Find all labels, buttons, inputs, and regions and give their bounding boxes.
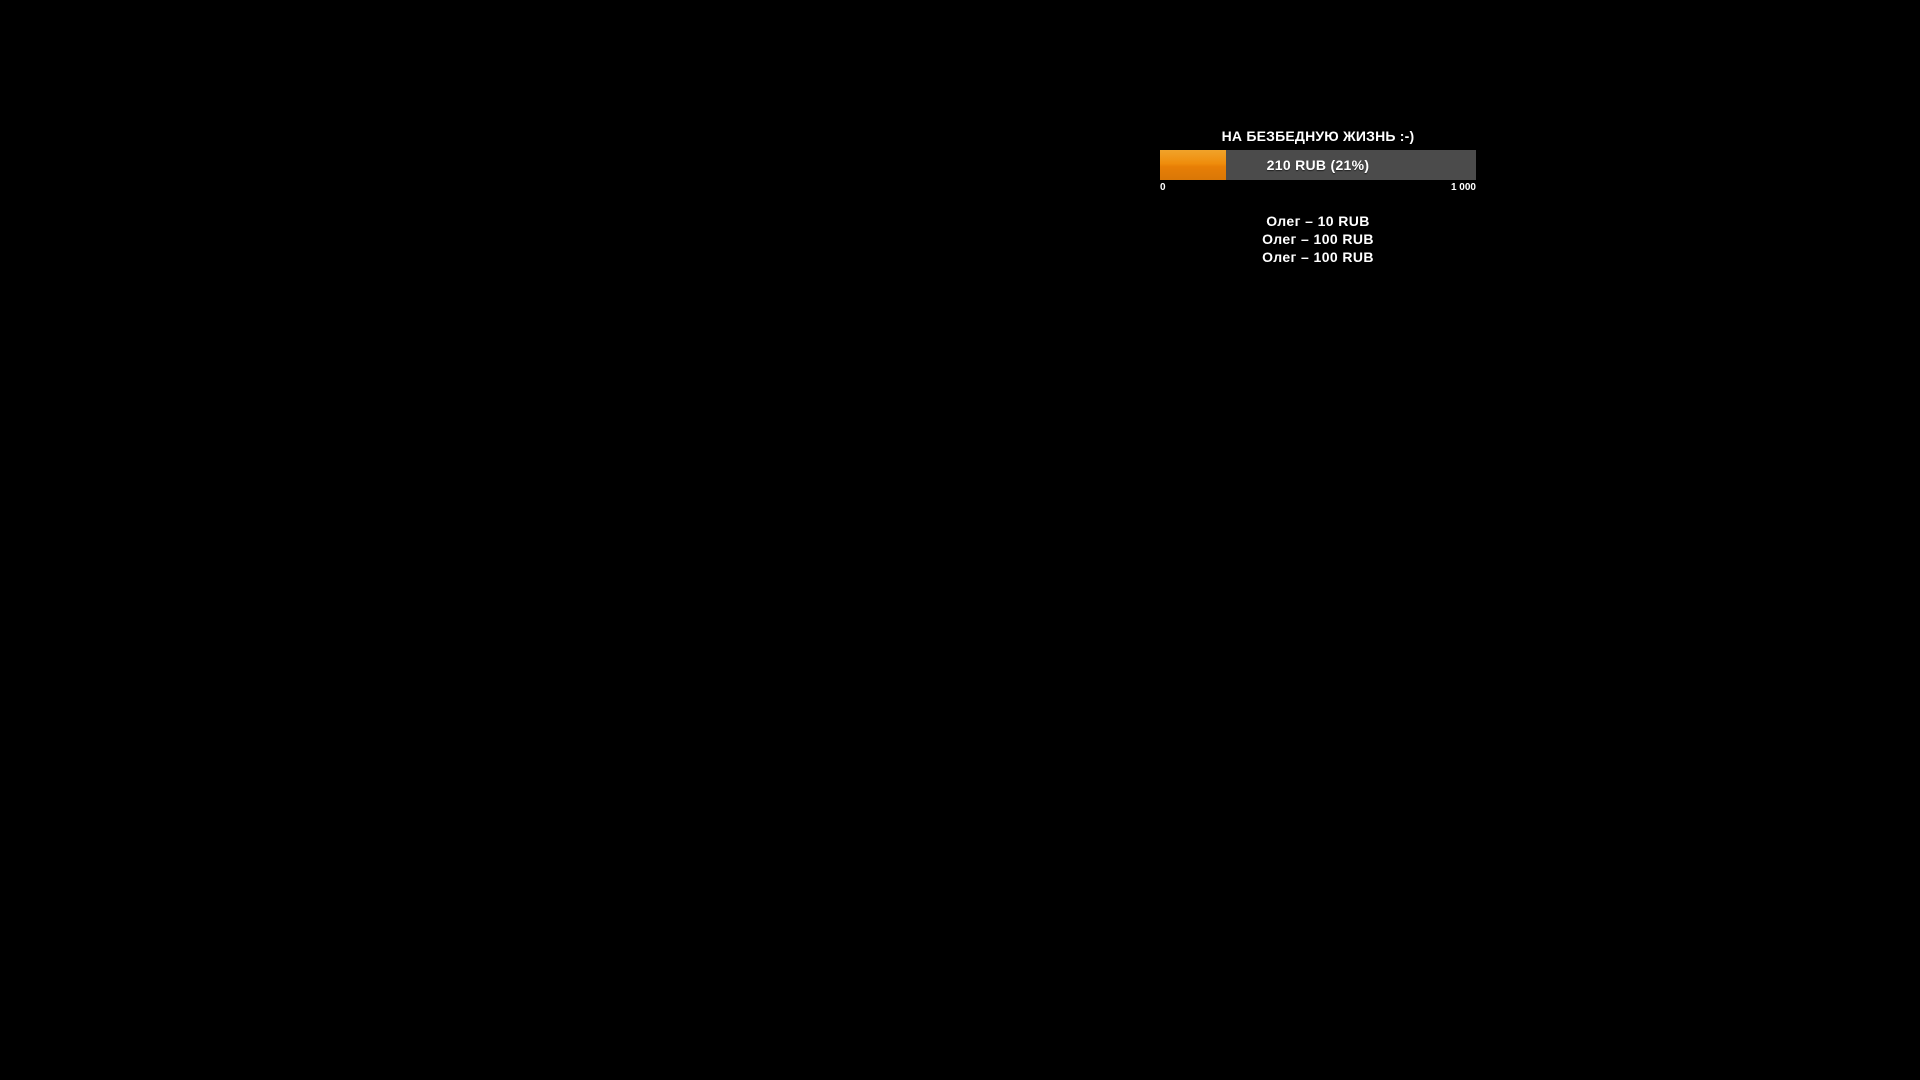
donor-list: [1160, 212, 1476, 266]
list-item: Олег – 100 RUB: [1262, 249, 1374, 265]
list-item: Олег – 10 RUB: [1266, 213, 1370, 229]
donation-goal-widget: [1160, 128, 1476, 266]
goal-title: НА БЕЗБЕДНУЮ ЖИЗНЬ :-): [1221, 128, 1415, 144]
list-item: Олег – 100 RUB: [1262, 231, 1374, 247]
goal-scale-min: 0: [1160, 182, 1166, 193]
goal-progress-label: 210 RUB (21%): [1266, 157, 1370, 173]
goal-progress-bar: [1160, 150, 1476, 180]
goal-scale-max: 1 000: [1450, 182, 1476, 193]
goal-scale: [1160, 182, 1476, 196]
